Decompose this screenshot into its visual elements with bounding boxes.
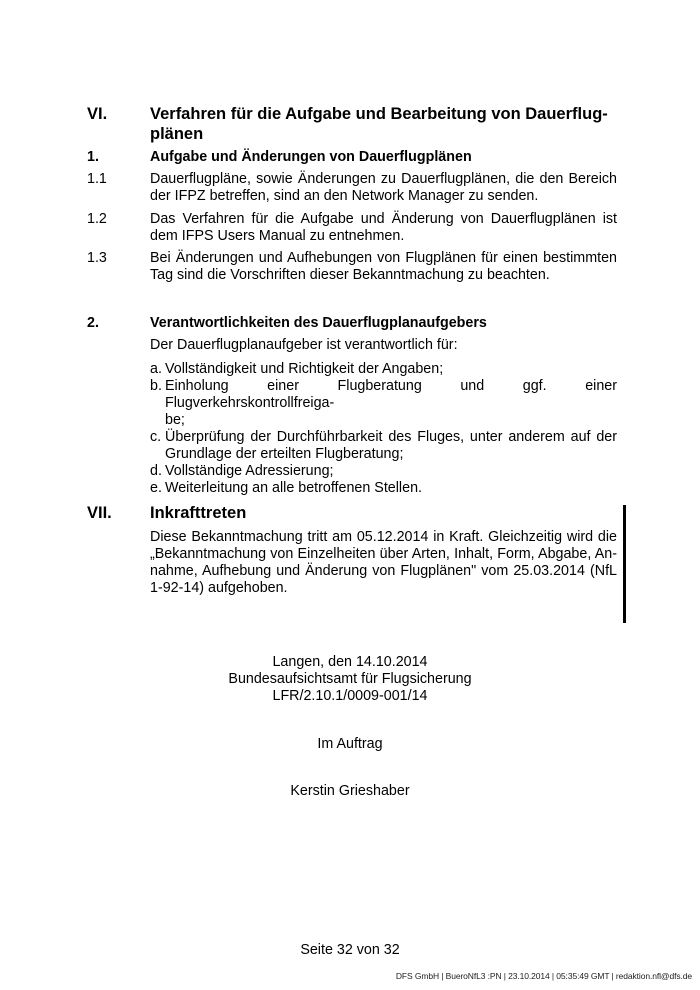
text-line: Überprüfung der Durchführbarkeit des Fluges, unter anderem auf der	[165, 429, 617, 445]
text-line: 1-92-14) aufgehoben.	[150, 580, 288, 596]
text-line: Grundlage der erteilten Flugberatung;	[165, 446, 404, 462]
list-item	[150, 463, 617, 480]
footer-metadata: DFS GmbH | BueroNfL3 :PN | 23.10.2014 | 05:35:49 GMT | redaktion.nfl@dfs.de	[395, 971, 692, 981]
list-letter: d.	[150, 463, 162, 479]
subsection-1-title: Aufgabe und Änderungen von Dauerflugplänen	[150, 149, 472, 165]
text-line: Bei Änderungen und Aufhebungen von Flugplänen für einen bestimmten	[150, 250, 617, 266]
paragraph-text	[150, 171, 617, 205]
section-6-title-line: plänen	[150, 125, 204, 143]
signer-name: Kerstin Grieshaber	[290, 783, 410, 799]
section-7-title: Inkrafttreten	[150, 504, 247, 522]
text-line: be;	[165, 412, 185, 428]
paragraph-number: 1.3	[87, 250, 107, 266]
text-line: der IFPZ betreffen, sind an den Network Manager zu senden.	[150, 188, 539, 204]
responsibility-intro	[150, 337, 617, 354]
paragraph-text	[150, 250, 617, 284]
subsection-1-number: 1.	[87, 149, 99, 165]
list-item	[150, 378, 617, 429]
list-letter: c.	[150, 429, 162, 445]
text-line: Weiterleitung an alle betroffenen Stellen.	[165, 480, 422, 496]
authority-name: Bundesaufsichtsamt für Flugsicherung	[228, 671, 472, 687]
page-number: Seite 32 von 32	[300, 942, 400, 958]
place-date: Langen, den 14.10.2014	[272, 654, 428, 670]
text-line: „Bekanntmachung von Einzelheiten über Arten, Inhalt, Form, Abgabe, An-	[150, 546, 617, 562]
paragraph-number: 1.1	[87, 171, 107, 187]
reference-number: LFR/2.10.1/0009-001/14	[272, 688, 428, 704]
list-letter: e.	[150, 480, 162, 496]
list-letter: b.	[150, 378, 162, 394]
section-6-title	[150, 104, 620, 144]
paragraph-number: 1.2	[87, 211, 107, 227]
text-line: Einholung einer Flugberatung und ggf. einer Flugverkehrskontrollfreiga-	[165, 378, 617, 411]
responsibility-list	[150, 361, 617, 497]
section-6-title-line: Verfahren für die Aufgabe und Bearbeitung von Dauerflug-	[150, 105, 608, 123]
text-line: Vollständige Adressierung;	[165, 463, 334, 479]
section-6-number: VI.	[87, 105, 108, 123]
paragraph-text	[150, 211, 617, 245]
list-item	[150, 429, 617, 463]
im-auftrag: Im Auftrag	[317, 736, 383, 752]
list-letter: a.	[150, 361, 162, 377]
text-line: Tag sind die Vorschriften dieser Bekanntmachung zu beachten.	[150, 267, 550, 283]
text-line: Diese Bekanntmachung tritt am 05.12.2014 in Kraft. Gleichzeitig wird die	[150, 529, 617, 545]
text-line: Der Dauerflugplanaufgeber ist verantwortlich für:	[150, 337, 458, 353]
text-line: nahme, Aufhebung und Änderung von Flugplänen" vom 25.03.2014 (NfL	[150, 563, 617, 579]
list-item	[150, 361, 617, 378]
change-bar	[623, 505, 626, 623]
section-7-text	[150, 529, 617, 597]
subsection-2-number: 2.	[87, 315, 99, 331]
text-line: Das Verfahren für die Aufgabe und Änderung von Dauerflugplänen ist	[150, 211, 617, 227]
list-item	[150, 480, 617, 497]
text-line: Vollständigkeit und Richtigkeit der Angaben;	[165, 361, 444, 377]
text-line: Dauerflugpläne, sowie Änderungen zu Dauerflugplänen, die den Bereich	[150, 171, 617, 187]
section-7-number: VII.	[87, 504, 112, 522]
text-line: dem IFPS Users Manual zu entnehmen.	[150, 228, 405, 244]
subsection-2-title: Verantwortlichkeiten des Dauerflugplanaufgebers	[150, 315, 487, 331]
